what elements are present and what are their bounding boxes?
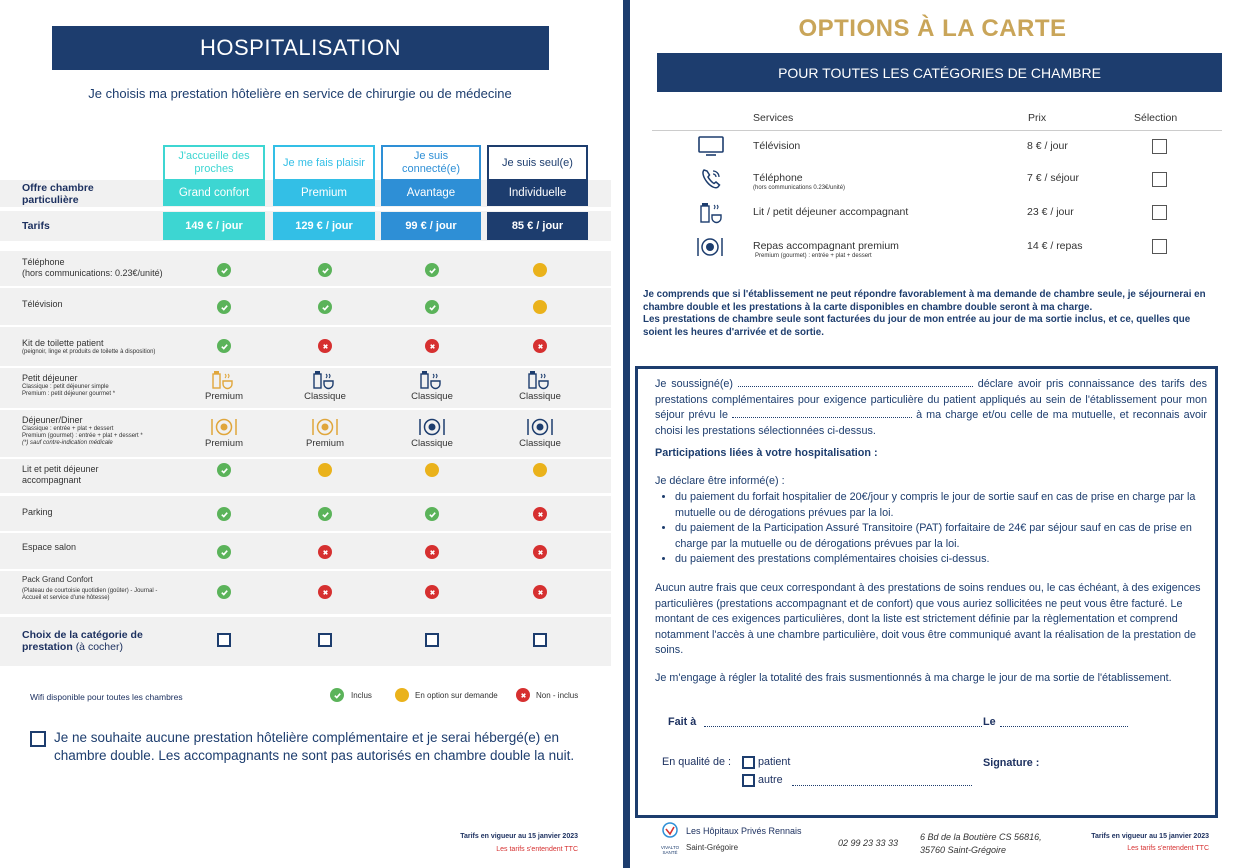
service-name-telephone: Téléphone (hors communications 0.23€/unité) [753,172,846,191]
select-lit-checkbox[interactable] [1152,205,1167,220]
patient-label: patient [758,756,791,768]
included-icon [425,507,439,521]
left-ttc-note: Les tarifs s'entendent TTC [496,846,578,853]
list-item: • du paiement du forfait hospitalier de 20€/jour y compris le jour de sortie sauf en cas de prise en charge par la mutuelle ou de dérogations prévues par la loi. [675,490,1207,521]
category-checkbox-3[interactable] [425,633,439,647]
row-bg [0,288,611,325]
category-checkbox-4[interactable] [533,633,547,647]
excluded-icon [318,545,332,559]
price-premium: 129 € / jour [273,212,375,240]
wifi-note: Wifi disponible pour toutes les chambres [30,692,183,702]
fait-field[interactable] [704,726,982,727]
row-label-telephone: Téléphone (hors communications: 0.23€/unité) [22,257,163,278]
column-head-premium: Je me fais plaisir [273,145,375,181]
meal-premium-icon: Premium [194,417,254,449]
page-divider [623,0,630,868]
name-field[interactable] [738,386,973,387]
tv-icon [697,136,725,161]
excluded-icon [533,585,547,599]
price-individuelle: 85 € / jour [487,212,588,240]
column-name-avantage: Avantage [381,180,481,206]
meal-classique-icon: Classique [510,417,570,449]
head-selection: Sélection [1134,112,1178,124]
qualite-label: En qualité de : [662,756,732,768]
breakfast-classique-icon: Classique [510,370,570,402]
included-icon [318,507,332,521]
row-label-espace-salon: Espace salon [22,542,77,552]
included-icon [425,300,439,314]
included-icon [217,339,231,353]
head-prix: Prix [1028,112,1047,124]
included-icon [318,300,332,314]
options-bar: POUR TOUTES LES CATÉGORIES DE CHAMBRE [657,53,1222,92]
services-divider [652,130,1222,131]
select-television-checkbox[interactable] [1152,139,1167,154]
row-label-petit-dejeuner: Petit déjeuner Classique : petit déjeuner simple Premium : petit déjeuner gourmet * [22,373,116,397]
date-field[interactable] [732,417,912,418]
option-icon [318,463,332,477]
page-subtitle: Je choisis ma prestation hôtelière en service de chirurgie ou de médecine [88,86,512,101]
row-bg [0,533,611,569]
included-icon [217,463,231,477]
service-name-television: Télévision [753,140,801,152]
breakfast-classique-icon: Classique [402,370,462,402]
column-head-grand-confort: J'accueille des proches [163,145,265,181]
excluded-icon [425,339,439,353]
row-label-lit-accompagnant: Lit et petit déjeuner accompagnant [22,464,99,485]
service-price-lit: 23 € / jour [1027,206,1074,218]
frais-paragraph: Aucun autre frais que ceux correspondant à des prestations de soins rendues ou, le cas échéant, à des exigences particulières (prestations accompagnant et de confort) que vous auriez sollicitées ne peut vous être facturé. Le montant de ces exigences particulières, dont la liste est strictement définie par la règlementation et comprend notamment l'accès à une chambre particulière, doit vous être communiqué avant la réalisation de la prestation de soins. [655,582,1201,657]
included-icon [217,507,231,521]
list-item: • du paiement de la Participation Assuré Transitoire (PAT) forfaitaire de 24€ par séjour sauf en cas de prise en charge par la mutuelle ou de dérogations prévues par la loi. [675,521,1207,552]
row-label-parking: Parking [22,507,53,517]
option-icon [533,263,547,277]
option-icon [533,300,547,314]
select-telephone-checkbox[interactable] [1152,172,1167,187]
signature-label: Signature : [983,757,1040,769]
category-checkbox-2[interactable] [318,633,332,647]
column-head-avantage: Je suis connecté(e) [381,145,481,181]
column-head-individuelle: Je suis seul(e) [487,145,588,181]
included-icon [425,263,439,277]
row-bg [0,496,611,531]
legend-option-label: En option sur demande [415,691,498,700]
phone-icon [700,167,722,196]
column-name-premium: Premium [273,180,375,206]
fait-label: Fait à [668,716,697,728]
service-price-telephone: 7 € / séjour [1027,172,1079,184]
footer-org: Les Hôpitaux Privés Rennais [686,826,802,836]
offer-label: Offre chambre particulière [22,182,94,206]
autre-checkbox[interactable] [742,774,755,787]
excluded-icon [533,507,547,521]
autre-label: autre [758,774,783,786]
engagement-paragraph: Je m'engage à régler la totalité des frais susmentionnés à ma charge le jour de ma sortie de l'établissement. [655,672,1172,684]
choice-label: Choix de la catégorie de prestation (à cocher) [22,629,143,653]
le-field[interactable] [1000,726,1128,727]
legend-excluded-icon [516,688,530,702]
no-service-text: Je ne souhaite aucune prestation hôtelière complémentaire et je serai hébergé(e) en chambre double. Les accompagnants ne sont pas autorisés en chambre double la nuit. [54,730,575,763]
excluded-icon [318,339,332,353]
service-name-lit: Lit / petit déjeuner accompagnant [753,206,909,218]
breakfast-premium-icon: Premium [194,370,254,402]
informed-list [655,490,1207,568]
price-avantage: 99 € / jour [381,212,481,240]
breakfast-classique-icon: Classique [295,370,355,402]
bed-breakfast-icon [698,201,724,230]
service-price-television: 8 € / jour [1027,140,1068,152]
option-icon [533,463,547,477]
declaration-paragraph: Je soussigné(e) déclare avoir pris connaissance des tarifs des prestations complémentaires pour exigence particulière du patient appliqués au sein de l'établissement pour mon séjour prévu le à ma charge et/ou celle de ma mutuelle, et reconnais avoir choisi les prestations sélectionnées ci-dessus. [655,378,1208,437]
page-title-hospitalisation: HOSPITALISATION [52,26,549,70]
select-repas-checkbox[interactable] [1152,239,1167,254]
included-icon [217,300,231,314]
no-service-checkbox[interactable] [30,731,46,747]
footer-phone: 02 99 23 33 33 [838,838,899,848]
head-services: Services [753,112,794,124]
included-icon [318,263,332,277]
legend-included-label: Inclus [351,691,372,700]
service-price-repas: 14 € / repas [1027,240,1083,252]
informed-label: Je déclare être informé(e) : [655,475,785,487]
excluded-icon [533,545,547,559]
column-name-individuelle: Individuelle [487,180,588,206]
included-icon [217,263,231,277]
footer-address-1: 6 Bd de la Boutière CS 56816, [920,832,1042,842]
options-title: OPTIONS À LA CARTE [798,15,1067,42]
meal-premium-icon: Premium [295,417,355,449]
included-icon [217,585,231,599]
le-label: Le [983,716,996,728]
left-tarifs-date: Tarifs en vigueur au 15 janvier 2023 [460,833,578,840]
excluded-icon [425,545,439,559]
right-ttc-note: Les tarifs s'entendent TTC [1127,845,1209,852]
column-name-grand-confort: Grand confort [163,180,265,206]
meal-icon [696,235,724,264]
price-grand-confort: 149 € / jour [163,212,265,240]
autre-field[interactable] [792,785,972,786]
legend-excluded-label: Non - inclus [536,691,579,700]
meal-classique-icon: Classique [402,417,462,449]
vivalto-logo: VIVALTO SANTÉ [660,822,680,855]
row-label-kit-toilette: Kit de toilette patient (peignoir, linge et produits de toilette à disposition) [22,338,156,355]
row-label-pack-grand-confort: Pack Grand Confort (Plateau de courtoisie quotidien (goûter) - Journal - Accueil et service d'une hôtesse) [22,575,158,601]
list-item: • du paiement des prestations complémentaires choisies ci-dessus. [675,552,1207,568]
excluded-icon [533,339,547,353]
chambre-info-paragraph: Je comprends que si l'établissement ne peut répondre favorablement à ma demande de chambre seule, je séjournerai en chambre double et les prestations à la carte disponibles en chambre double seront à ma charge. Les prestations de chambre seule sont facturées du jour de mon entrée au jour de ma sortie inclus, et ce, quelles que soient les heures d'arrivée et de sortie. [643,289,1206,338]
option-icon [425,463,439,477]
patient-checkbox[interactable] [742,756,755,769]
included-icon [217,545,231,559]
category-checkbox-1[interactable] [217,633,231,647]
row-label-dejeuner-diner: Déjeuner/Diner Classique : entrée + plat + dessert Premium (gourmet) : entrée + plat + dessert * (*) sauf contre-indication médicale [22,415,143,446]
footer-city: Saint-Grégoire [686,843,739,852]
right-tarifs-date: Tarifs en vigueur au 15 janvier 2023 [1091,833,1209,840]
legend-included-icon [330,688,344,702]
participations-heading: Participations liées à votre hospitalisation : [655,447,878,459]
excluded-icon [425,585,439,599]
declaration-box [635,366,1218,818]
excluded-icon [318,585,332,599]
legend-option-icon [395,688,409,702]
tarifs-label: Tarifs [22,220,50,232]
footer-address-2: 35760 Saint-Grégoire [920,845,1007,855]
row-label-television: Télévision [22,299,63,309]
service-name-repas: Repas accompagnant premium Premium (gourmet) : entrée + plat + dessert [753,240,899,259]
